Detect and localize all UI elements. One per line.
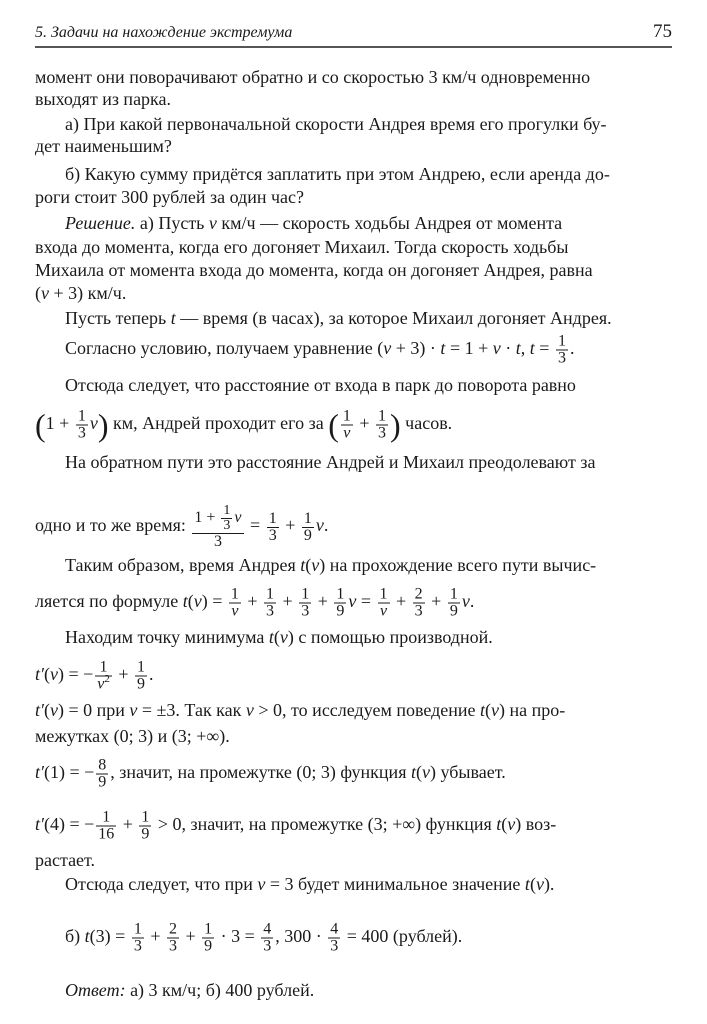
fraction-denominator (202, 939, 214, 955)
math-variable: v (89, 413, 98, 434)
fraction-denominator (261, 939, 273, 955)
math-variable: t′ (35, 700, 44, 720)
text-run: = (245, 515, 265, 536)
text-run: ляется по формуле (35, 591, 183, 612)
fraction-denominator (76, 426, 88, 442)
text-line (35, 185, 304, 209)
text-run: 1 (137, 658, 146, 676)
text-line (35, 922, 462, 955)
text-run: + (280, 515, 300, 536)
text-run: ( (273, 627, 280, 647)
text-run: ) = 0 при (57, 700, 130, 720)
text-run: роги стоит 300 рублей за один час? (35, 187, 304, 207)
math-variable: t′ (35, 664, 44, 685)
text-run: одно и то же время: (35, 515, 191, 536)
chapter-title: 5. Задачи на нахождение экстремума (35, 24, 293, 41)
text-run: 9 (141, 825, 150, 843)
fraction-denominator (221, 519, 232, 533)
text-run: 3 (266, 602, 275, 620)
fraction-numerator (221, 504, 232, 519)
text-run: · 3 = (216, 926, 260, 947)
math-variable: t (496, 814, 502, 835)
math-variable: v (311, 555, 320, 575)
fraction-numerator (229, 587, 241, 604)
fraction-denominator (299, 604, 311, 620)
text-line (35, 625, 493, 649)
math-variable: v (383, 338, 392, 359)
text-run: + (278, 591, 298, 612)
fraction-numerator (267, 511, 279, 528)
math-variable: v (208, 213, 217, 233)
text-run: 2 (168, 920, 177, 938)
text-line (35, 848, 95, 872)
text-line (35, 211, 562, 235)
fraction (267, 511, 279, 544)
text-line (35, 587, 474, 620)
text-line (35, 724, 230, 748)
text-run: 3 (268, 526, 277, 544)
fraction-numerator (192, 504, 243, 534)
text-line (35, 373, 576, 397)
text-run: . (323, 515, 329, 536)
text-run: 1 + (194, 509, 220, 527)
math-variable: v (129, 700, 138, 720)
math-variable: v (245, 700, 254, 720)
text-run: 1 (223, 503, 231, 518)
fraction-numerator (448, 587, 460, 604)
fraction (132, 922, 144, 955)
text-line (35, 504, 328, 550)
fraction (139, 810, 151, 843)
text-line (35, 162, 610, 186)
text-run: б) Какую сумму придётся заплатить при этом Андрею, если аренда до- (65, 164, 610, 184)
fraction (378, 587, 390, 620)
fraction-numerator (96, 810, 116, 827)
text-run: 1 (102, 808, 111, 826)
math-variable: v (461, 591, 470, 612)
text-run: км, Андрей проходит его за (108, 413, 329, 434)
big-parenthesis: ) (390, 407, 401, 443)
text-run: ( (43, 664, 50, 685)
text-run: 3 (77, 424, 86, 442)
fraction (221, 504, 232, 533)
math-variable: v (231, 602, 239, 620)
big-parenthesis: ) (97, 407, 109, 443)
text-run: 9 (137, 675, 146, 693)
text-run: ) воз- (515, 814, 557, 835)
text-run: Пусть теперь (65, 308, 171, 328)
fraction (95, 660, 112, 693)
fraction-denominator (139, 827, 151, 843)
text-run: ( (305, 555, 312, 575)
math-variable: v (193, 591, 202, 612)
text-run: 9 (449, 602, 458, 620)
text-run: 1 (557, 332, 566, 350)
math-variable: v (507, 814, 516, 835)
math-variable: v (97, 675, 105, 693)
math-variable: v (421, 762, 430, 783)
math-variable: v (49, 700, 58, 720)
text-run: ( (529, 874, 536, 894)
text-run: выходят из парка. (35, 89, 172, 109)
fraction-denominator (378, 604, 390, 620)
fraction (96, 810, 116, 843)
math-variable: t (529, 338, 535, 359)
text-run: ( (35, 283, 41, 303)
fraction-denominator (376, 426, 388, 442)
fraction (376, 409, 388, 442)
fraction (76, 409, 88, 442)
fraction-numerator (302, 511, 314, 528)
text-run: ( (501, 814, 508, 835)
fraction-denominator (96, 775, 108, 791)
text-line (35, 758, 506, 791)
text-run: + (354, 413, 374, 434)
fraction-denominator (229, 604, 241, 620)
text-run: растает. (35, 850, 96, 870)
text-run: ) = − (57, 664, 94, 685)
fraction-denominator (334, 604, 346, 620)
fraction-numerator (202, 922, 214, 939)
big-parenthesis: ( (328, 407, 339, 443)
fraction-numerator (341, 409, 353, 426)
text-line (35, 258, 593, 282)
math-variable: t (268, 627, 274, 647)
text-run: 3 (414, 602, 423, 620)
math-variable: v (379, 602, 388, 620)
math-variable: v (491, 700, 500, 720)
text-run: 1 (303, 509, 312, 527)
text-run: 1 (301, 585, 310, 603)
text-run: 3 (223, 518, 231, 533)
text-run: 3 (301, 602, 310, 620)
math-variable: v (535, 874, 544, 894)
text-run: ) убывает. (429, 762, 506, 783)
fraction-numerator (299, 587, 311, 604)
text-run: > 0, то исследуем поведение (253, 700, 481, 720)
fraction-numerator (378, 587, 390, 604)
text-run: ) с помощью производной. (287, 627, 493, 647)
superscript: 2 (104, 673, 110, 686)
text-run: , 300 · (275, 926, 327, 947)
fraction-numerator (96, 758, 108, 775)
text-line (35, 872, 554, 896)
text-run: 1 (449, 585, 458, 603)
text-run: 3 (330, 937, 339, 955)
text-run: 1 (266, 585, 275, 603)
text-run: 9 (303, 526, 312, 544)
text-line (35, 112, 607, 136)
big-parenthesis: ( (35, 407, 46, 443)
fraction-denominator (448, 604, 460, 620)
math-variable: t (480, 700, 486, 720)
fraction-denominator (264, 604, 276, 620)
text-run: 1 (77, 407, 86, 425)
text-line (35, 87, 171, 111)
text-line (35, 65, 590, 89)
fraction-numerator (135, 660, 147, 677)
math-variable: t (170, 308, 176, 328)
math-variable: t (300, 555, 306, 575)
text-line (35, 281, 126, 305)
text-run: а) Пусть (135, 213, 209, 233)
text-run: 1 (268, 509, 277, 527)
fraction-numerator (264, 587, 276, 604)
fraction-denominator (328, 939, 340, 955)
text-run: = (356, 591, 376, 612)
text-run: б) (65, 926, 85, 947)
math-variable: v (49, 664, 58, 685)
text-run: = (534, 338, 554, 359)
text-run: + 3) км/ч. (49, 283, 127, 303)
text-line (35, 553, 596, 577)
math-variable: v (41, 283, 49, 303)
math-variable: v (343, 424, 351, 442)
text-run: + (180, 926, 201, 947)
text-run: ). (543, 874, 555, 894)
fraction (167, 922, 179, 955)
text-run: 9 (204, 937, 213, 955)
fraction-numerator (139, 810, 151, 827)
text-line (35, 698, 565, 722)
fraction-numerator (413, 587, 425, 604)
fraction-numerator (261, 922, 273, 939)
text-run: 9 (98, 773, 107, 791)
text-line (35, 306, 612, 330)
text-run: 1 (342, 407, 351, 425)
math-variable: v (257, 874, 266, 894)
text-run: 9 (336, 602, 345, 620)
text-run: Отсюда следует, что расстояние от входа в парк до поворота равно (65, 375, 576, 395)
text-run: а) 3 км/ч; б) 400 рублей. (125, 980, 315, 1000)
text-run: 16 (98, 825, 115, 843)
text-line (35, 810, 556, 843)
text-run: 1 (141, 808, 150, 826)
text-run: ) = (201, 591, 227, 612)
text-run: 3 (133, 937, 142, 955)
text-run: 3 (213, 533, 222, 550)
text-run: 1 (133, 920, 142, 938)
text-run: Согласно условию, получаем уравнение ( (65, 338, 384, 359)
text-run: + (113, 664, 134, 685)
text-run: + (391, 591, 411, 612)
text-run: + (313, 591, 333, 612)
math-variable: t (440, 338, 446, 359)
math-variable: v (492, 338, 501, 359)
text-run: На обратном пути это расстояние Андрей и Михаил преодолевают за (65, 452, 596, 472)
text-run: момент они поворачивают обратно и со скоростью 3 км/ч одновременно (35, 67, 591, 87)
math-variable: t′ (35, 762, 44, 783)
math-variable: t (524, 874, 530, 894)
fraction-denominator (96, 827, 116, 843)
text-run: км/ч — скорость ходьбы Андрея от момента (216, 213, 563, 233)
fraction-denominator (341, 426, 353, 442)
fraction (96, 758, 108, 791)
text-run: 3 (168, 937, 177, 955)
text-run: Отсюда следует, что при (65, 874, 258, 894)
text-run: часов. (400, 413, 453, 434)
fraction-denominator (267, 528, 279, 544)
fraction-numerator (376, 409, 388, 426)
fraction-numerator (76, 409, 88, 426)
text-run: Находим точку минимума (65, 627, 269, 647)
text-run: 2 (414, 585, 423, 603)
text-run: ) на прохождение всего пути вычис- (319, 555, 597, 575)
text-run: 3 (378, 424, 386, 442)
fraction-denominator (167, 939, 179, 955)
fraction-denominator (302, 528, 314, 544)
math-variable: t (410, 762, 416, 783)
fraction (299, 587, 311, 620)
text-run: + (118, 814, 138, 835)
text-run: Таким образом, время Андрея (65, 555, 301, 575)
fraction (264, 587, 276, 620)
fraction-numerator (556, 334, 568, 351)
text-run: . (569, 338, 575, 359)
text-run: — время (в часах), за которое Михаил догоняет Андрея. (175, 308, 612, 328)
text-run: Михаила от момента входа до момента, когда он догоняет Андрея, равна (35, 260, 593, 280)
text-run: ( (187, 591, 194, 612)
text-run: 1 (99, 658, 108, 676)
text-run: ( (485, 700, 492, 720)
italic-label: Решение. (65, 213, 136, 233)
text-run: 3 (557, 349, 566, 367)
fraction (334, 587, 346, 620)
text-line (35, 978, 314, 1002)
text-run: · (500, 338, 516, 359)
fraction-numerator (132, 922, 144, 939)
text-run: 1 (204, 920, 213, 938)
fraction (261, 922, 273, 955)
math-variable: t (515, 338, 521, 359)
text-run: + 3) · (391, 338, 441, 359)
text-run: 1 (230, 585, 239, 603)
text-run: ( (415, 762, 422, 783)
text-run: ( (43, 700, 50, 720)
fraction-denominator (556, 351, 568, 367)
text-run: + (145, 926, 165, 947)
fraction (556, 334, 568, 367)
text-run: > 0, значит, на промежутке (3; +∞) функция (153, 814, 497, 835)
math-variable: v (315, 515, 324, 536)
text-run: , (520, 338, 530, 359)
fraction-denominator (132, 939, 144, 955)
text-line (35, 235, 569, 259)
text-run: (4) = − (43, 814, 95, 835)
text-run: = 1 + (445, 338, 493, 359)
text-run: + (242, 591, 263, 612)
fraction (192, 504, 243, 550)
text-run: + (426, 591, 446, 612)
text-run: = ±3. Так как (137, 700, 246, 720)
math-variable: v (279, 627, 288, 647)
text-run: ) на про- (499, 700, 566, 720)
math-variable: t (84, 926, 90, 947)
math-variable: t′ (35, 814, 44, 835)
fraction (448, 587, 460, 620)
text-line (35, 409, 452, 442)
text-run: 3 (263, 937, 272, 955)
italic-label: Ответ: (65, 980, 126, 1000)
text-run: а) При какой первоначальной скорости Андрея время его прогулки бу- (65, 114, 607, 134)
fraction-numerator (167, 922, 179, 939)
text-run: = 400 (рублей). (342, 926, 463, 947)
text-run: 1 + (45, 413, 74, 434)
text-run: , значит, на промежутке (0; 3) функция (110, 762, 411, 783)
text-line (35, 450, 595, 474)
text-run: . (149, 664, 154, 685)
text-run: (1) = − (43, 762, 95, 783)
text-run: межутках (0; 3) и (3; +∞). (35, 726, 230, 746)
fraction-denominator (192, 534, 243, 550)
fraction-denominator (413, 604, 425, 620)
text-run: = 3 будет минимальное значение (265, 874, 525, 894)
text-run: 4 (263, 920, 272, 938)
fraction (202, 922, 214, 955)
fraction (302, 511, 314, 544)
fraction-numerator (334, 587, 346, 604)
fraction (229, 587, 241, 620)
math-variable: t (182, 591, 188, 612)
text-run: 4 (330, 920, 339, 938)
text-run: (3) = (89, 926, 130, 947)
text-run: . (469, 591, 475, 612)
fraction (341, 409, 353, 442)
text-line (35, 134, 172, 158)
text-run: входа до момента, когда его догоняет Михаил. Тогда скорость ходьбы (35, 237, 569, 257)
text-line (35, 334, 574, 367)
text-run: 8 (98, 756, 107, 774)
fraction-numerator (328, 922, 340, 939)
fraction-denominator (95, 673, 112, 693)
text-run: 1 (336, 585, 345, 603)
fraction (135, 660, 147, 693)
fraction (328, 922, 340, 955)
header-rule (35, 46, 672, 48)
text-line (35, 660, 154, 693)
fraction-denominator (135, 677, 147, 693)
fraction (413, 587, 425, 620)
text-run: 1 (378, 407, 386, 425)
math-variable: v (234, 509, 242, 527)
page-number: 75 (653, 21, 672, 42)
text-run: 1 (379, 585, 388, 603)
math-variable: v (348, 591, 357, 612)
text-run: дет наименьшим? (35, 136, 172, 156)
